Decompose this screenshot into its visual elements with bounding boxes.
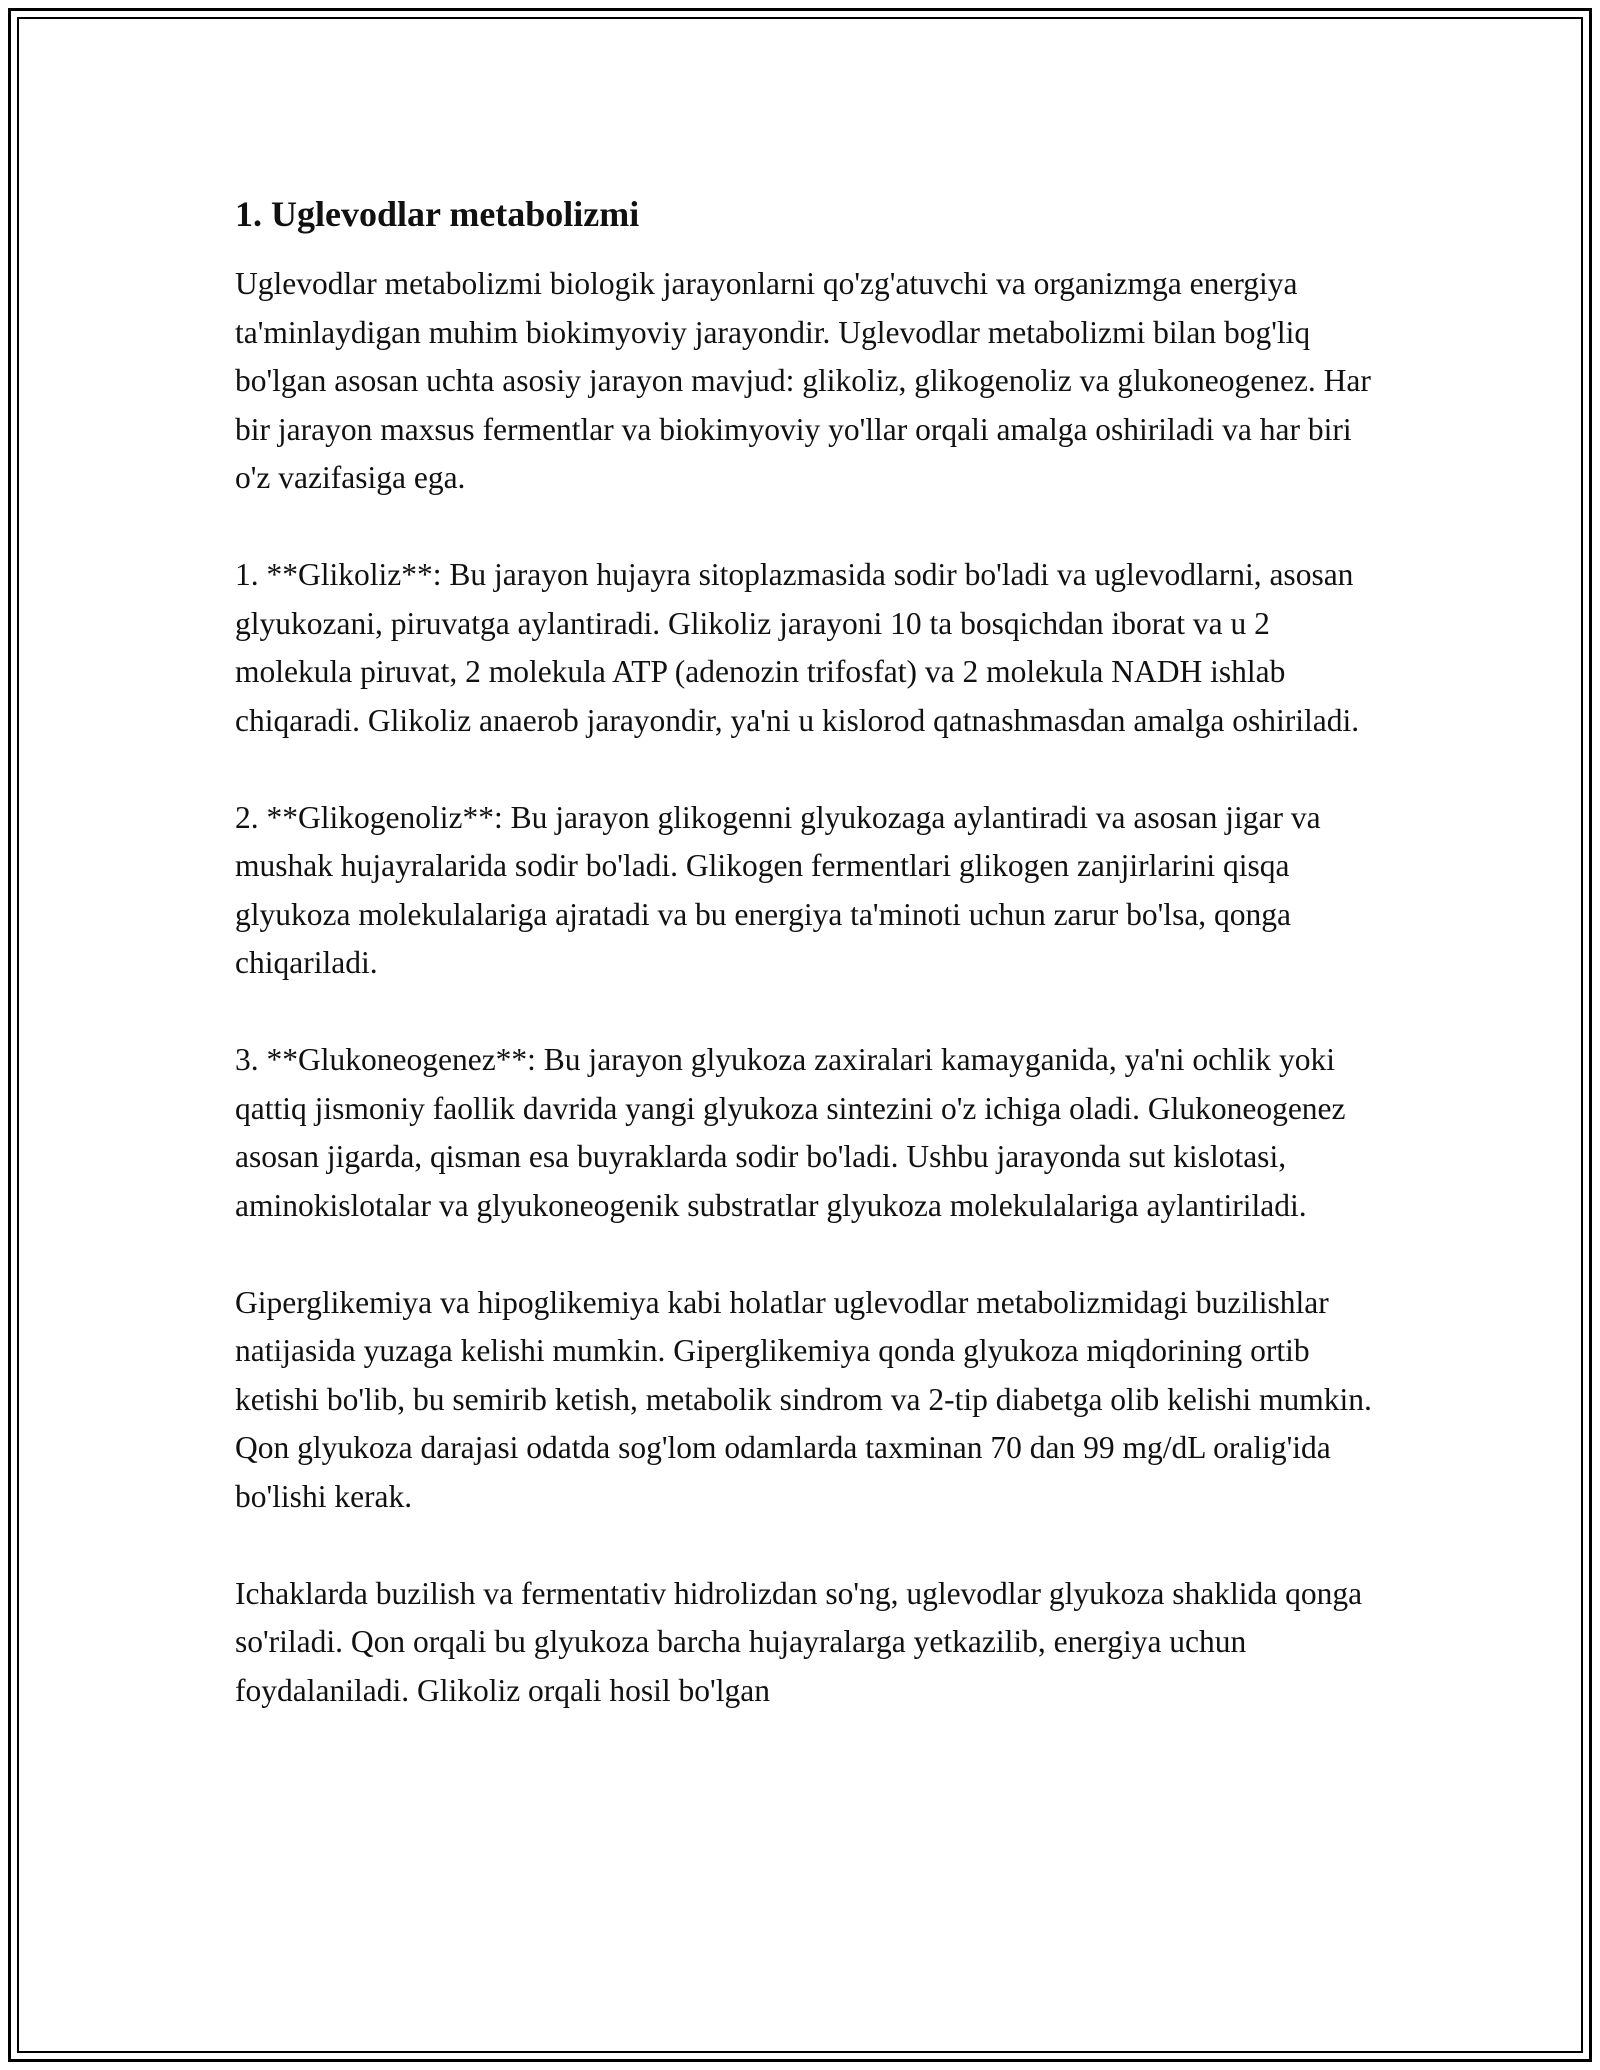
paragraph-glikogenoliz: 2. **Glikogenoliz**: Bu jarayon glikogenni glyukozaga aylantiradi va asosan jigar va mushak hujayralarida sodir bo'ladi. Glikogen fermentlari glikogen zanjirlarini qisqa glyukoza molekulalariga ajratadi va bu energiya ta'minoti uchun zarur bo'lsa, qonga chiqariladi.: [235, 799, 1321, 980]
paragraph-intro: Uglevodlar metabolizmi biologik jarayonlarni qo'zg'atuvchi va organizmga energiya ta'minlaydigan muhim biokimyoviy jarayondir. Uglevodlar metabolizmi bilan bog'liq bo'lgan asosan uchta asosiy jarayon mavjud: glikoliz, glikogenoliz va glukoneogenez. Har bir jarayon maxsus fermentlar va biokimyoviy yo'llar orqali amalga oshiriladi va har biri o'z vazifasiga ega.: [235, 266, 1371, 495]
paragraph-glukoneogenez: 3. **Glukoneogenez**: Bu jarayon glyukoza zaxiralari kamayganida, ya'ni ochlik yoki qattiq jismoniy faollik davrida yangi glyukoza sintezini o'z ichiga oladi. Glukoneogenez asosan jigarda, qisman esa buyraklarda sodir bo'ladi. Ushbu jarayonda sut kislotasi, aminokislotalar va glyukoneogenik substratlar glyukoza molekulalariga aylantiriladi.: [235, 1042, 1346, 1223]
paragraph-ichaklarda: Ichaklarda buzilish va fermentativ hidrolizdan so'ng, uglevodlar glyukoza shaklida qonga so'riladi. Qon orqali bu glyukoza barcha hujayralarga yetkazilib, energiya uchun foydalaniladi. Glikoliz orqali hosil bo'lgan: [235, 1575, 1363, 1708]
section-heading: 1. Uglevodlar metabolizmi: [235, 194, 640, 234]
paragraph-glikoliz: 1. **Glikoliz**: Bu jarayon hujayra sitoplazmasida sodir bo'ladi va uglevodlarni, asosan glyukozani, piruvatga aylantiradi. Glikoliz jarayoni 10 ta bosqichdan iborat va u 2 molekula piruvat, 2 molekula ATP (adenozin trifosfat) va 2 molekula NADH ishlab chiqaradi. Glikoliz anaerob jarayondir, ya'ni u kislorod qatnashmasdan amalga oshiriladi.: [235, 557, 1360, 738]
paragraph-giperglikemiya: Giperglikemiya va hipoglikemiya kabi holatlar uglevodlar metabolizmidagi buzilishlar natijasida yuzaga kelishi mumkin. Giperglikemiya qonda glyukoza miqdorining ortib ketishi bo'lib, bu semirib ketish, metabolik sindrom va 2-tip diabetga olib kelishi mumkin. Qon glyukoza darajasi odatda sog'lom odamlarda taxminan 70 dan 99 mg/dL oralig'ida bo'lishi kerak.: [235, 1284, 1372, 1514]
document-body: [235, 190, 1385, 1764]
